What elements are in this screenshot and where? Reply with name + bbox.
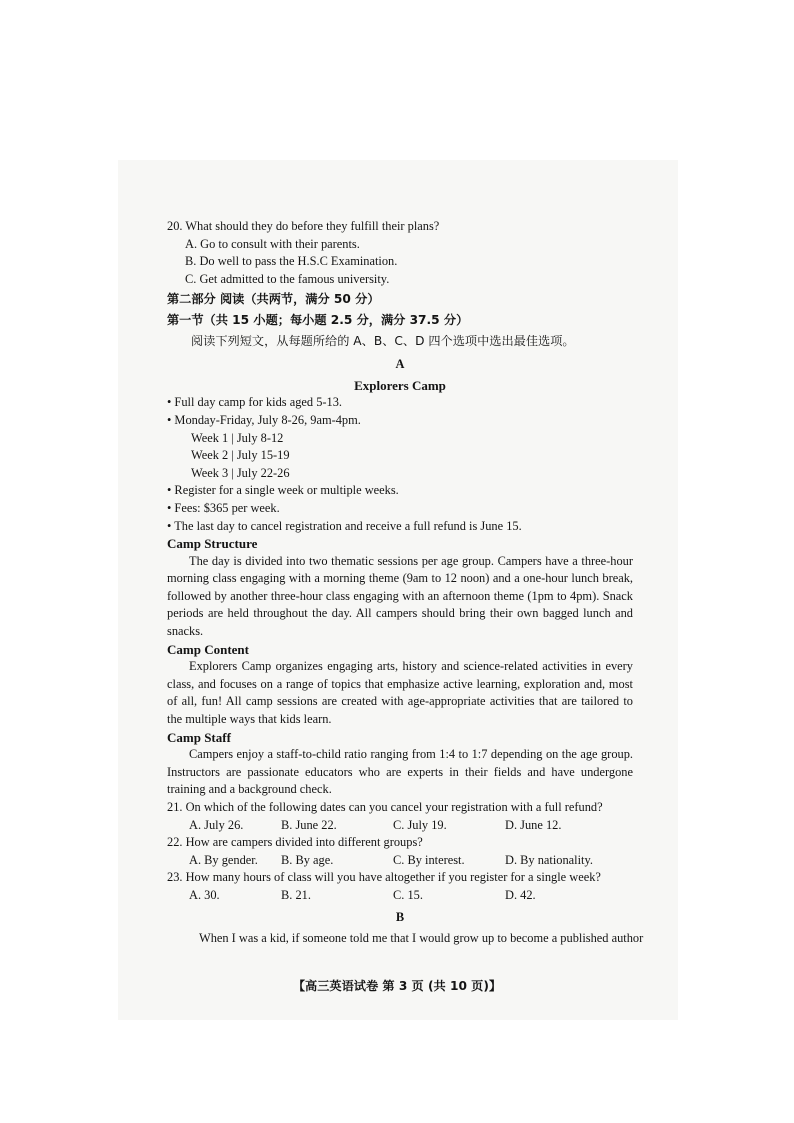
question-stem: 21. On which of the following dates can you cancel your registration with a full refund? bbox=[167, 800, 603, 814]
info-bullet: • The last day to cancel registration and receive a full refund is June 15. bbox=[167, 518, 522, 533]
week-item: Week 2 | July 15-19 bbox=[191, 448, 290, 463]
camp-structure-heading: Camp Structure bbox=[167, 536, 258, 552]
question-stem: 23. How many hours of class will you have altogether if you register for a single week? bbox=[167, 870, 601, 885]
camp-staff-paragraph: Campers enjoy a staff-to-child ratio ranging from 1:4 to 1:7 depending on the age group. Instructors are passionate educators who are experts in their fields and have undergone training and a background check. bbox=[167, 747, 633, 797]
option-c: C. July 19. bbox=[393, 817, 447, 832]
passage-b-first-line: When I was a kid, if someone told me that I would grow up to become a published author bbox=[199, 931, 644, 946]
question-20 bbox=[167, 218, 633, 288]
option-c: C. Get admitted to the famous university. bbox=[185, 271, 390, 286]
options-row bbox=[167, 817, 633, 835]
camp-content-paragraph: Explorers Camp organizes engaging arts, history and science-related activities in every class, and focuses on a range of topics that emphasize active learning, exploration and, most of all, fun! All camp sessions are created with age-appropriate activities that are tailored to the multiple ways that kids learn. bbox=[167, 659, 633, 727]
info-bullet: • Register for a single week or multiple weeks. bbox=[167, 483, 399, 498]
camp-content-heading: Camp Content bbox=[167, 641, 249, 657]
option-d: D. By nationality. bbox=[505, 852, 593, 867]
info-bullet: • Full day camp for kids aged 5-13. bbox=[167, 395, 343, 410]
info-bullet: • Fees: $365 per week. bbox=[167, 500, 280, 515]
option-b: B. Do well to pass the H.S.C Examination. bbox=[185, 254, 398, 269]
option-c: C. By interest. bbox=[393, 852, 465, 867]
question-21 bbox=[167, 799, 633, 834]
question-23 bbox=[167, 869, 633, 904]
part2-heading: 第二部分 阅读（共两节，满分 50 分） bbox=[167, 292, 380, 307]
option-a: A. 30. bbox=[189, 887, 220, 902]
camp-structure-paragraph: The day is divided into two thematic sessions per age group. Campers have a three-hour morning class engaging with a morning theme (9am to 12 noon) and a one-hour lunch break, followed by another three-hour class engaging with an afternoon theme (1pm to 4pm). Snack periods are held throughout the day. All campers should bring their own bagged lunch and snacks. bbox=[167, 553, 633, 639]
page-footer: 【高三英语试卷 第 3 页 (共 10 页)】 bbox=[292, 979, 502, 993]
question-22 bbox=[167, 834, 633, 869]
options-row bbox=[167, 852, 633, 870]
option-c: C. 15. bbox=[393, 887, 423, 902]
option-a: A. Go to consult with their parents. bbox=[185, 236, 360, 251]
passage-a-title: Explorers Camp bbox=[354, 377, 446, 393]
option-d: D. 42. bbox=[505, 887, 536, 902]
option-b: B. 21. bbox=[281, 887, 311, 902]
camp-staff-heading: Camp Staff bbox=[167, 729, 231, 745]
exam-content bbox=[167, 218, 644, 948]
option-a: A. By gender. bbox=[189, 852, 258, 867]
camp-info-list bbox=[167, 394, 633, 535]
week-item: Week 3 | July 22-26 bbox=[191, 465, 290, 480]
passage-b-label: B bbox=[395, 909, 405, 924]
option-b: B. By age. bbox=[281, 852, 334, 867]
info-bullet: • Monday-Friday, July 8-26, 9am-4pm. bbox=[167, 412, 361, 427]
question-stem: 20. What should they do before they fulfill their plans? bbox=[167, 219, 440, 233]
option-d: D. June 12. bbox=[505, 817, 562, 832]
option-a: A. July 26. bbox=[189, 817, 244, 832]
week-item: Week 1 | July 8-12 bbox=[191, 430, 284, 445]
option-b: B. June 22. bbox=[281, 817, 337, 832]
section1-heading: 第一节（共 15 小题；每小题 2.5 分，满分 37.5 分） bbox=[167, 312, 469, 327]
reading-instruction: 阅读下列短文，从每题所给的 A、B、C、D 四个选项中选出最佳选项。 bbox=[191, 333, 575, 348]
passage-a-label: A bbox=[395, 357, 405, 372]
question-stem: 22. How are campers divided into different groups? bbox=[167, 835, 423, 850]
options-row bbox=[167, 887, 633, 905]
